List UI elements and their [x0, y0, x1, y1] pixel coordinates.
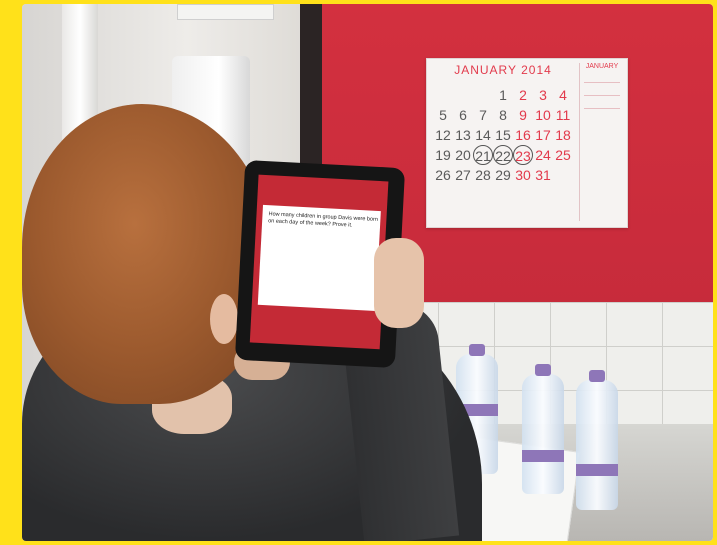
calendar-day: 29	[495, 167, 511, 183]
calendar-day: 21	[473, 145, 493, 165]
calendar-day: 30	[515, 167, 531, 183]
boy-ear	[210, 294, 238, 344]
photo-frame	[22, 4, 713, 541]
calendar-day	[553, 165, 573, 185]
calendar-note-line	[584, 95, 620, 96]
calendar-day: 2	[519, 87, 527, 103]
calendar-day	[473, 85, 493, 105]
calendar-day: 18	[555, 127, 571, 143]
calendar-day: 8	[499, 107, 507, 123]
bottle-label	[522, 450, 564, 462]
bottle-label	[576, 464, 618, 476]
tablet-screen	[250, 175, 389, 350]
calendar-day: 20	[455, 147, 471, 163]
calendar-day: 5	[439, 107, 447, 123]
calendar-side-title: JANUARY	[585, 63, 619, 70]
calendar-day: 3	[539, 87, 547, 103]
calendar-notes-column	[579, 63, 624, 221]
calendar-day	[453, 85, 473, 105]
calendar-day: 6	[459, 107, 467, 123]
wall-notice	[177, 4, 274, 20]
calendar-day	[433, 85, 453, 105]
calendar-day: 12	[435, 127, 451, 143]
calendar-day: 10	[535, 107, 551, 123]
calendar-day: 19	[435, 147, 451, 163]
calendar-day: 24	[535, 147, 551, 163]
calendar-day: 13	[455, 127, 471, 143]
calendar-day-grid	[433, 85, 573, 225]
calendar-day: 14	[475, 127, 491, 143]
calendar-day: 22	[493, 145, 513, 165]
bottle-cap	[589, 370, 605, 382]
calendar-day: 4	[559, 87, 567, 103]
calendar-day: 31	[535, 167, 551, 183]
water-bottle	[522, 374, 564, 494]
wall-calendar	[426, 58, 628, 228]
calendar-note-line	[584, 108, 620, 109]
calendar-day: 7	[479, 107, 487, 123]
calendar-day: 28	[475, 167, 491, 183]
calendar-day: 17	[535, 127, 551, 143]
tablet-question-text: How many children in group Davis were born on each day of the week? Prove it.	[268, 211, 378, 229]
calendar-day: 15	[495, 127, 511, 143]
calendar-month-title: JANUARY 2014	[454, 63, 552, 77]
calendar-day: 9	[519, 107, 527, 123]
calendar-note-line	[584, 82, 620, 83]
calendar-day: 25	[555, 147, 571, 163]
calendar-day: 27	[455, 167, 471, 183]
bottle-cap	[469, 344, 485, 356]
calendar-day: 1	[499, 87, 507, 103]
bottle-cap	[535, 364, 551, 376]
calendar-day: 11	[555, 107, 571, 123]
tablet-question-card	[258, 205, 381, 311]
calendar-day: 26	[435, 167, 451, 183]
calendar-day: 16	[515, 127, 531, 143]
water-bottle	[576, 380, 618, 510]
boy-right-hand	[374, 238, 424, 328]
calendar-day: 23	[513, 145, 533, 165]
